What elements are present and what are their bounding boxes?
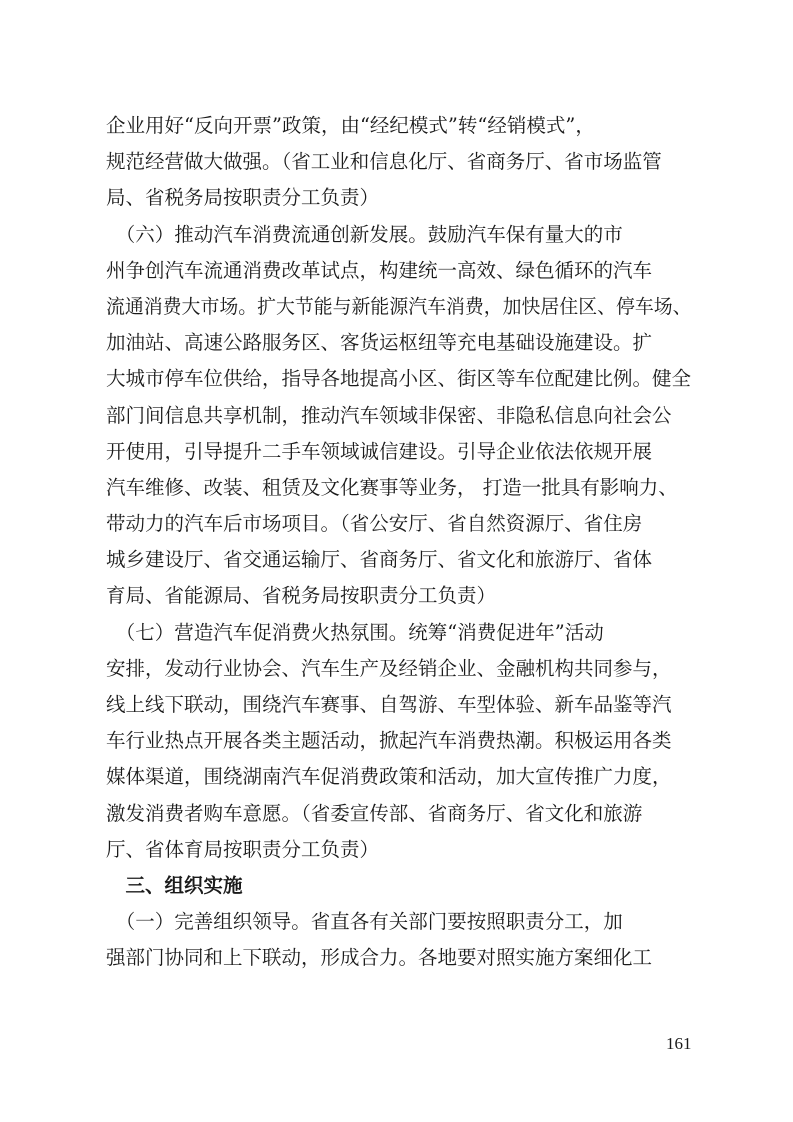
text-line: （七）营造汽车促消费火热氛围。统筹“消费促进年”活动 [106,620,604,644]
text-line: 线上线下联动，围绕汽车赛事、自驾游、车型体验、新车品鉴等汽 [106,693,672,716]
text-line: 开使用，引导提升二手车领域诚信建设。引导企业依法依规开展 [106,439,653,463]
text-line: 汽车维修、改装、租赁及文化赛事等业务， 打造一批具有影响力、 [106,475,678,499]
text-line: 流通消费大市场。扩大节能与新能源汽车消费，加快居住区、停车场、 [106,294,692,318]
text-line: 城乡建设厅、省交通运输厅、省商务厅、省文化和旅游厅、省体 [106,548,653,572]
text-line: 部门间信息共享机制，推动汽车领域非保密、非隐私信息向社会公 [106,403,672,427]
section-heading: 三、组织实施 [106,873,243,897]
text-line: 育局、省能源局、省税务局按职责分工负责） [106,584,497,608]
body-text [106,108,692,977]
text-line: （六）推动汽车消费流通创新发展。鼓励汽车保有量大的市 [106,222,623,246]
text-line: 加油站、高速公路服务区、客货运枢纽等充电基础设施建设。扩 [106,331,653,355]
text-line: 企业用好“反向开票”政策，由“经纪模式”转“经销模式”， [106,114,595,137]
text-line: 局、省税务局按职责分工负责） [106,186,380,210]
text-line: 媒体渠道，围绕湖南汽车促消费政策和活动，加大宣传推广力度， [106,765,672,789]
text-line: 强部门协同和上下联动，形成合力。各地要对照实施方案细化工 [106,946,653,970]
text-line: 厅、省体育局按职责分工负责） [106,837,380,861]
text-line: 州争创汽车流通消费改革试点，构建统一高效、绿色循环的汽车 [106,258,653,282]
text-line: 大城市停车位供给，指导各地提高小区、街区等车位配建比例。健全 [106,367,692,391]
text-line: 带动力的汽车后市场项目。（省公安厅、省自然资源厅、省住房 [106,512,643,536]
page-number: 161 [666,1034,692,1053]
text-line: 车行业热点开展各类主题活动，掀起汽车消费热潮。积极运用各类 [106,729,672,753]
text-line: （一）完善组织领导。省直各有关部门要按照职责分工，加 [106,910,623,934]
text-line: 激发消费者购车意愿。（省委宣传部、省商务厅、省文化和旅游 [106,801,643,825]
text-line: 安排，发动行业协会、汽车生产及经销企业、金融机构共同参与， [106,656,672,680]
text-line: 规范经营做大做强。（省工业和信息化厅、省商务厅、省市场监管 [106,150,662,174]
